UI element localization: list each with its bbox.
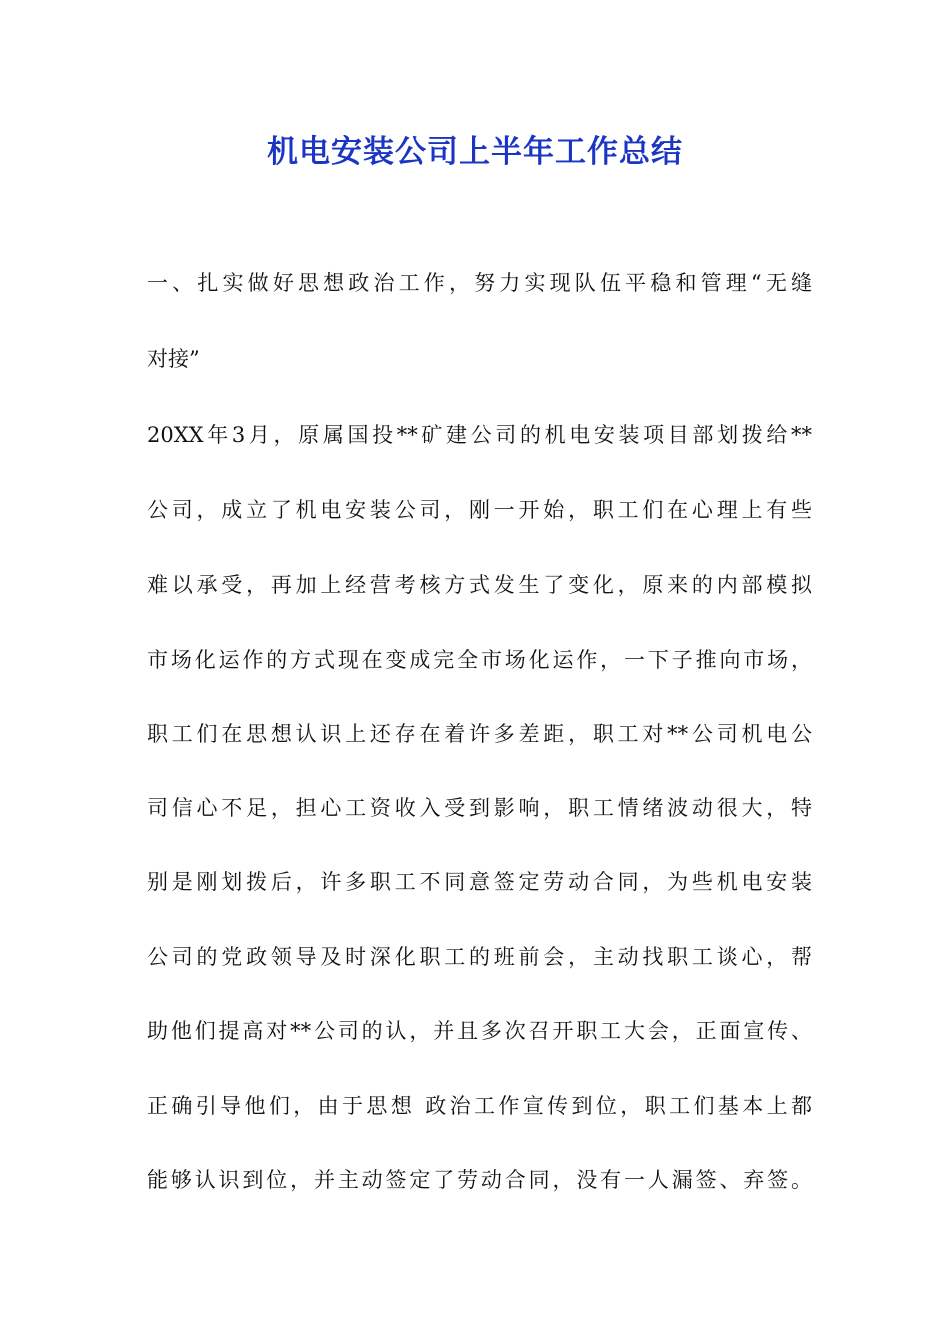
paragraph-line-7: 别是刚划拨后，许多职工不同意签定劳动合同，为些机电安装 bbox=[147, 870, 812, 894]
paragraph-line-5: 职工们在思想认识上还存在着许多差距，职工对**公司机电公 bbox=[147, 722, 812, 746]
section-heading-line-1: 一、扎实做好思想政治工作，努力实现队伍平稳和管理“无缝 bbox=[147, 271, 812, 295]
paragraph-line-9: 助他们提高对**公司的认，并且多次召开职工大会，正面宣传、 bbox=[147, 1019, 812, 1043]
paragraph-line-3: 难以承受，再加上经营考核方式发生了变化，原来的内部模拟 bbox=[147, 573, 812, 597]
paragraph-line-10: 正确引导他们，由于思想 政治工作宣传到位，职工们基本上都 bbox=[147, 1094, 812, 1118]
paragraph-line-6: 司信心不足，担心工资收入受到影响，职工情绪波动很大，特 bbox=[147, 796, 812, 820]
paragraph-line-8: 公司的党政领导及时深化职工的班前会，主动找职工谈心，帮 bbox=[147, 945, 812, 969]
document-title: 机电安装公司上半年工作总结 bbox=[267, 134, 683, 170]
paragraph-line-1: 20XX年3月，原属国投**矿建公司的机电安装项目部划拨给** bbox=[147, 423, 812, 447]
section-heading-line-2: 对接” bbox=[147, 347, 200, 371]
paragraph-line-11: 能够认识到位，并主动签定了劳动合同，没有一人漏签、弃签。 bbox=[147, 1168, 812, 1192]
paragraph-line-2: 公司，成立了机电安装公司，刚一开始，职工们在心理上有些 bbox=[147, 498, 812, 522]
paragraph-line-4: 市场化运作的方式现在变成完全市场化运作，一下子推向市场， bbox=[147, 648, 812, 672]
